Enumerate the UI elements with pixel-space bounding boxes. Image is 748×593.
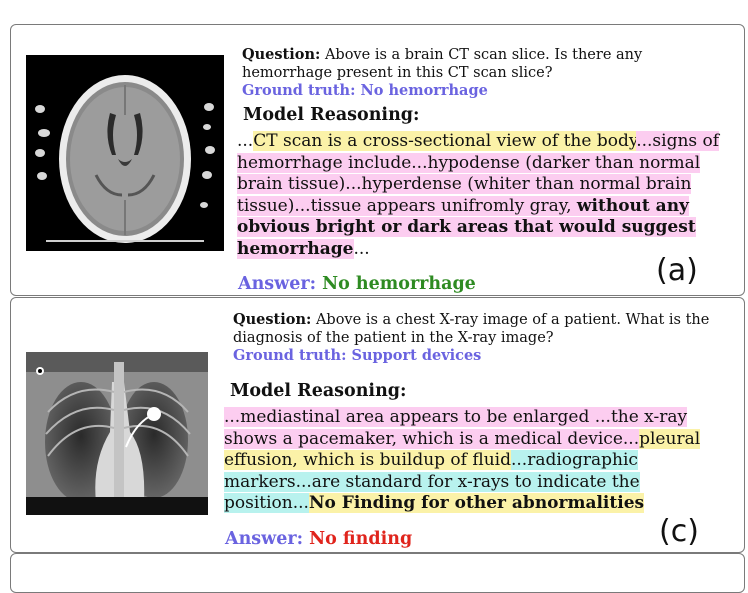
reasoning-segment: without any obvious bright or dark areas that would suggest hemorrhage: [237, 195, 696, 259]
panel-tag: (a): [656, 253, 698, 288]
answer-line: [225, 529, 412, 549]
reasoning-segment: ...: [353, 238, 370, 259]
answer-label: Answer:: [238, 274, 317, 294]
answer-line: [238, 274, 476, 294]
question-text: Above is a chest X-ray image of a patient. What is the diagnosis of the patient in the X-ray image?: [233, 312, 710, 346]
reasoning-segment: No Finding for other abnormalities: [308, 493, 645, 513]
reasoning-segment: ...: [237, 131, 254, 151]
answer-value: No finding: [303, 529, 413, 549]
reasoning-title: Model Reasoning:: [243, 105, 420, 125]
panel-tag: (c): [659, 514, 699, 549]
question-label: Question:: [242, 46, 321, 63]
brain-ct-image: [26, 55, 224, 251]
reasoning-segment: ...mediastinal area appears to be enlarged ...the x-ray shows a pacemaker, which is a medical device...: [224, 407, 688, 449]
ground-truth-label: Ground truth:: [242, 82, 356, 99]
reasoning-text: [224, 407, 724, 515]
reasoning-segment: CT scan is a cross-sectional view of the body: [253, 131, 637, 151]
reasoning-segment: ...signs of hemorrhage include...hypodense (darker than normal brain tissue)...hyperdense (whiter than normal brain tissue)...tissue appears unifromly gray,: [237, 131, 720, 216]
answer-label: Answer:: [225, 529, 304, 549]
reasoning-segment: ...: [510, 450, 528, 470]
reasoning-text: [237, 131, 727, 260]
question-block: [233, 311, 733, 365]
panel-next-partial: [10, 553, 745, 593]
reasoning-segment: pleural effusion, which is buildup of fluid: [224, 428, 701, 470]
ground-truth-value: Support devices: [346, 347, 482, 364]
panel-c: [10, 297, 745, 553]
chest-xray-image: [26, 352, 208, 515]
question-label: Question:: [233, 311, 312, 328]
ground-truth-value: No hemorrhage: [355, 82, 488, 99]
reasoning-title: Model Reasoning:: [230, 381, 407, 401]
reasoning-segment: radiographic markers...are standard for x-rays to indicate the position...: [224, 450, 640, 513]
question-text: Above is a brain CT scan slice. Is there any hemorrhage present in this CT scan slice?: [242, 47, 643, 81]
answer-value: No hemorrhage: [316, 274, 476, 294]
panel-a: [10, 24, 745, 296]
question-block: [242, 46, 722, 100]
ground-truth-label: Ground truth:: [233, 347, 347, 364]
